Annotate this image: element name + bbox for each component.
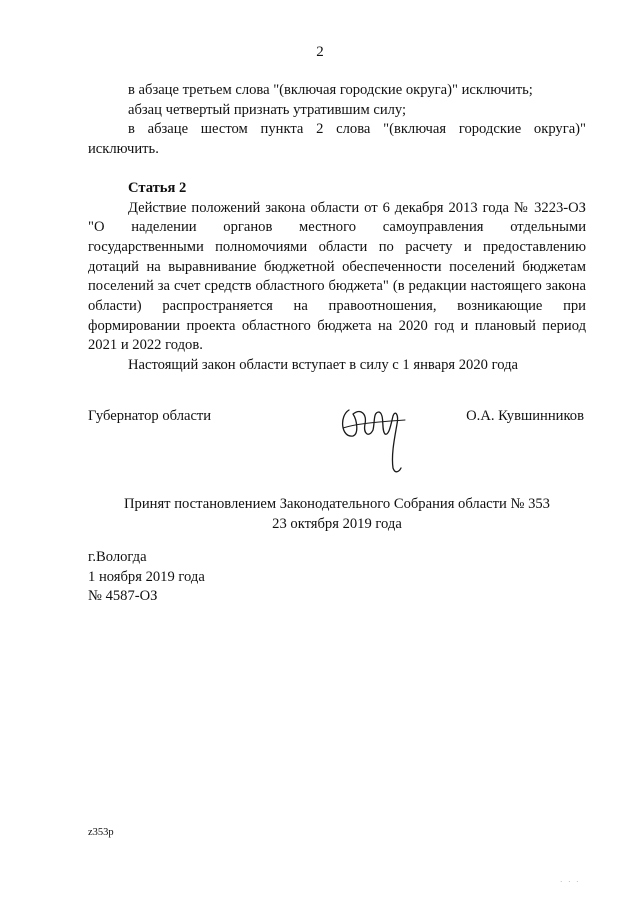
article-paragraph-entry-into-force: Настоящий закон области вступает в силу с 1 января 2020 года <box>128 357 518 374</box>
signing-date: 1 ноября 2019 года <box>88 568 205 585</box>
document-code: z353p <box>88 827 114 838</box>
city: г.Вологда <box>88 549 147 565</box>
corner-marks: · · · <box>560 878 581 886</box>
article-paragraph-effect: Действие положений закона области от 6 декабря 2013 года № 3223-ОЗ "О наделении органов местного самоуправления отдельными государственными полномочиями области по расчету и предоставлению дотаций на выравнивание бюджетной обеспеченности поселений бюджетам поселений за счет средств областного бюджета" (в редакции настоящего закона области) распространяется на правоотношения, возникающие при формировании проекта областного бюджета на 2020 год и плановый период 2021 и 2022 годов. <box>88 199 586 354</box>
law-number: № 4587-ОЗ <box>88 588 158 605</box>
page-number: 2 <box>316 44 324 60</box>
adoption-line-2: 23 октября 2019 года <box>272 515 402 532</box>
handwritten-signature <box>335 398 415 480</box>
document-body <box>88 81 586 376</box>
paragraph-amendment-3: в абзаце шестом пункта 2 слова "(включая городские округа)" исключить. <box>88 121 586 158</box>
paragraph-amendment-1: в абзаце третьем слова "(включая городские округа)" исключить; <box>128 82 533 98</box>
governor-name: О.А. Кувшинников <box>466 408 584 424</box>
governor-title: Губернатор области <box>88 408 212 424</box>
article-heading: Статья 2 <box>128 179 187 196</box>
place-date-block <box>88 548 205 607</box>
paragraph-amendment-2: абзац четвертый признать утратившим силу; <box>128 101 407 118</box>
adoption-line-1: Принят постановлением Законодательного Собрания области № 353 <box>124 496 550 512</box>
adoption-statement <box>88 495 586 534</box>
